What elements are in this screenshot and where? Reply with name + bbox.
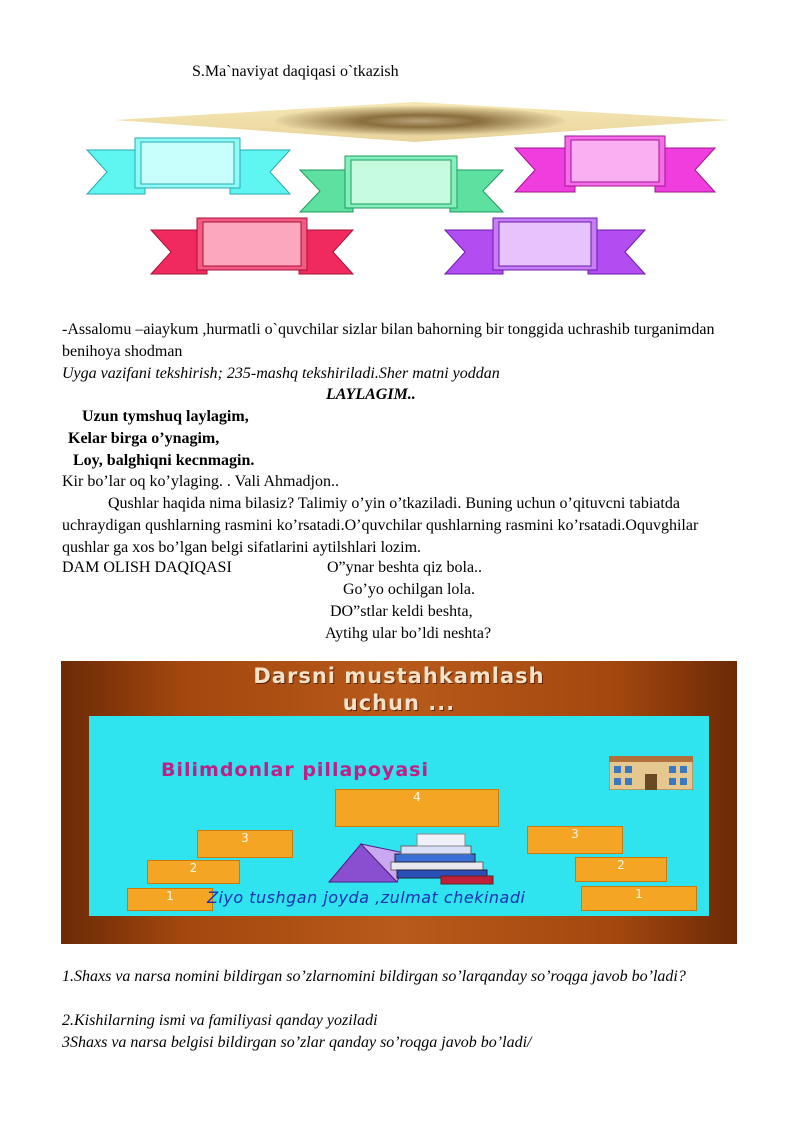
step-envelope-left-3[interactable] xyxy=(197,830,293,858)
ribbon-cyan xyxy=(87,138,290,194)
step-number: 1 xyxy=(635,887,643,901)
school-building-icon xyxy=(609,756,693,790)
step-envelope-4[interactable] xyxy=(335,789,499,827)
step-envelope-left-2[interactable] xyxy=(147,860,240,884)
slide-title xyxy=(61,663,737,717)
step-envelope-right-1[interactable] xyxy=(581,886,697,911)
step-number: 2 xyxy=(189,861,198,875)
poem-line: Kelar birga o’ynagim, xyxy=(68,430,220,447)
step-number: 2 xyxy=(617,858,625,872)
question-item: 2.Kishilarning ismi va familiyasi qanday yoziladi xyxy=(62,1012,378,1029)
slide-title-line: uchun ... xyxy=(342,691,456,715)
question-item: 1.Shaxs va narsa nomini bildirgan so’zlarnomini bildirgan so’larqanday so’roqga javob bo’ladi? xyxy=(62,968,686,985)
step-number: 4 xyxy=(413,790,421,804)
slide-inner-panel xyxy=(89,716,709,916)
slide-title-line: Darsni mustahkamlash xyxy=(253,664,545,688)
ribbon-red xyxy=(151,218,353,274)
books-icon xyxy=(321,826,496,886)
rest-line: DO”stlar keldi beshta, xyxy=(330,603,473,620)
rest-label: DAM OLISH DAQIQASI xyxy=(62,559,232,576)
step-number: 3 xyxy=(241,831,249,845)
step-envelope-right-2[interactable] xyxy=(575,857,667,882)
poem-title: LAYLAGIM.. xyxy=(326,386,416,403)
lesson-slide xyxy=(61,661,737,944)
slide-motto: Ziyo tushgan joyda ,zulmat chekinadi xyxy=(207,888,526,907)
inner-title: Bilimdonlar pillapoyasi xyxy=(161,759,429,781)
poem-line: Uzun tymshuq laylagim, xyxy=(82,408,249,425)
ribbons-diagram xyxy=(85,98,740,283)
step-number: 1 xyxy=(166,889,174,903)
rest-line: Aytihg ular bo’ldi neshta? xyxy=(325,625,492,642)
page-heading: S.Ma`naviyat daqiqasi o`tkazish xyxy=(192,63,399,80)
rest-line: O”ynar beshta qiz bola.. xyxy=(327,559,483,576)
step-envelope-left-1[interactable] xyxy=(127,888,213,911)
poem-line: Loy, balghiqni kecnmagin. xyxy=(73,452,255,469)
poem-closing: Kir bo’lar oq ko’ylaging. . Vali Ahmadjon.. xyxy=(62,473,339,490)
rest-line: Go’yo ochilgan lola. xyxy=(343,581,475,598)
game-paragraph: Qushlar haqida nima bilasiz? Talimiy o’yin o’tkaziladi. Buning uchun o’qituvcni tabiatda uchraydigan qushlarning rasmini ko’rsatadi.O’quvchilar qushlarning rasmini ko’rsatadi.Oquvghilar qushlar ga xos bo’lgan belgi sifatlarini aytilshlari lozim. xyxy=(62,495,699,556)
intro-paragraph: -Assalomu –aiaykum ,hurmatli o`quvchilar sizlar bilan bahorning bir tonggida uchrashib turganimdan benihoya shodman xyxy=(62,321,715,360)
step-number: 3 xyxy=(571,827,579,841)
ribbon-green xyxy=(300,156,503,212)
question-item: 3Shaxs va narsa belgisi bildirgan so’zlar qanday so’roqga javob bo’ladi/ xyxy=(62,1034,532,1051)
ribbon-violet xyxy=(445,218,645,274)
step-envelope-right-3[interactable] xyxy=(527,826,623,854)
diamond-center xyxy=(275,106,565,136)
homework-line: Uyga vazifani tekshirish; 235-mashq tekshiriladi.Sher matni yoddan xyxy=(62,365,500,382)
ribbon-magenta xyxy=(515,136,715,192)
